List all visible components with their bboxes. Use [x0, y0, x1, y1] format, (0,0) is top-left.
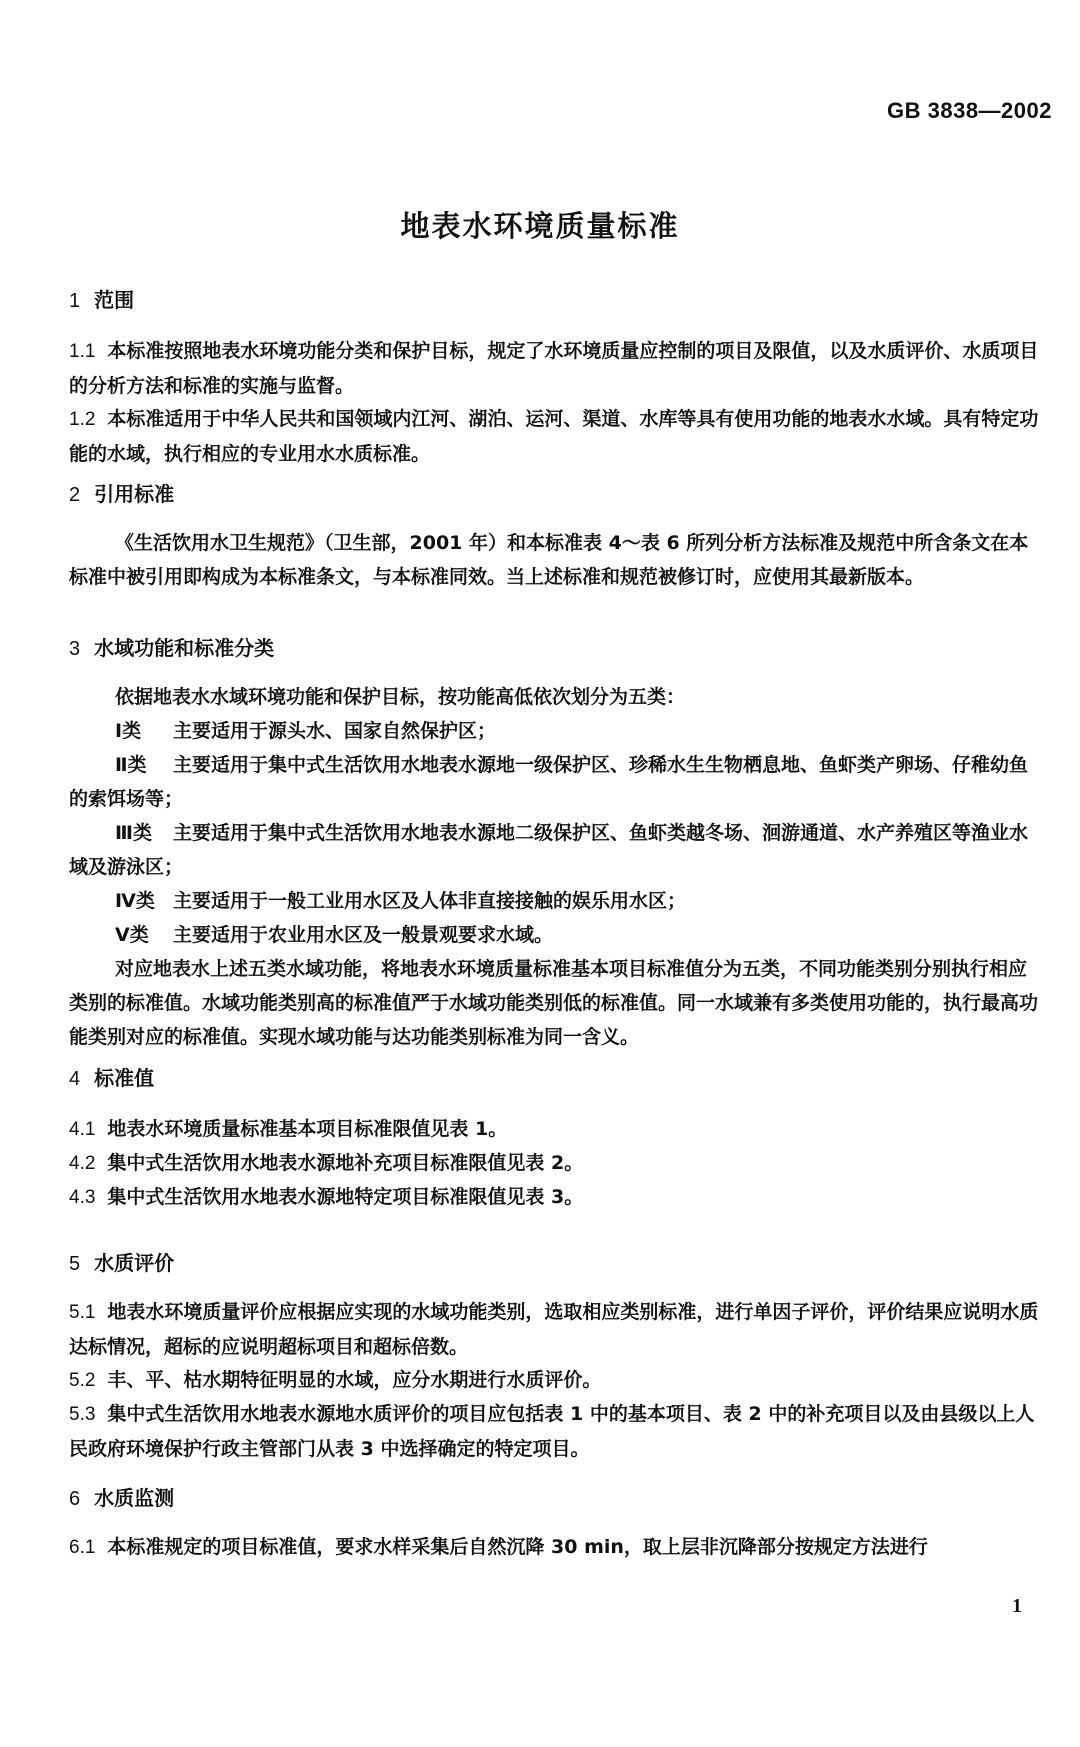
section-heading-4 — [69, 1062, 154, 1091]
section-heading-2 — [69, 478, 174, 507]
clause-number: 4.3 — [69, 1187, 96, 1208]
class-label: Ⅴ类 — [115, 924, 149, 946]
classification-explanation: 对应地表水上述五类水域功能，将地表水环境质量标准基本项目标准值分为五类，不同功能类别分别执行相应类别的标准值。水域功能类别高的标准值严于水域功能类别低的标准值。同一水域兼有多类使用功能的，执行最高功能类别对应的标准值。实现水域功能与达功能类别标准为同一含义。 — [69, 958, 1039, 1048]
clause-text: 地表水环境质量评价应根据应实现的水域功能类别，选取相应类别标准，进行单因子评价，评价结果应说明水质达标情况，超标的应说明超标项目和超标倍数。 — [69, 1301, 1039, 1358]
class-text: 主要适用于源头水、国家自然保护区； — [173, 720, 497, 742]
section-heading-3 — [69, 632, 274, 661]
section-number: 2 — [69, 484, 81, 506]
section-heading-5 — [69, 1247, 174, 1276]
clause-text: 集中式生活饮用水地表水源地补充项目标准限值见表 2。 — [107, 1152, 584, 1174]
section-number: 1 — [69, 290, 81, 312]
clause-text: 集中式生活饮用水地表水源地特定项目标准限值见表 3。 — [107, 1186, 584, 1208]
section-number: 5 — [69, 1253, 81, 1275]
class-label: Ⅲ类 — [115, 822, 152, 844]
class-label: Ⅱ类 — [115, 754, 147, 776]
class-text: 主要适用于集中式生活饮用水地表水源地二级保护区、鱼虾类越冬场、洄游通道、水产养殖区等渔业水域及游泳区； — [69, 822, 1029, 878]
section-title: 水质监测 — [94, 1486, 175, 1510]
standard-code: GB 3838—2002 — [887, 98, 1052, 123]
section-number: 6 — [69, 1488, 81, 1510]
section-title: 范围 — [94, 288, 135, 312]
clause-number: 5.3 — [69, 1404, 96, 1425]
clause-text: 本标准适用于中华人民共和国领域内江河、湖泊、运河、渠道、水库等具有使用功能的地表水水域。具有特定功能的水域，执行相应的专业用水水质标准。 — [69, 408, 1039, 465]
classification-intro: 依据地表水水域环境功能和保护目标，按功能高低依次划分为五类： — [115, 686, 686, 708]
clause-text: 本标准规定的项目标准值，要求水样采集后自然沉降 30 min，取上层非沉降部分按规定方法进行 — [107, 1536, 928, 1558]
document-title: 地表水环境质量标准 — [400, 209, 680, 243]
clause-1-1 — [69, 334, 1045, 403]
clause-number: 6.1 — [69, 1537, 96, 1558]
class-item-5 — [69, 918, 1045, 952]
clause-number: 1.2 — [69, 409, 96, 430]
clause-text: 集中式生活饮用水地表水源地水质评价的项目应包括表 1 中的基本项目、表 2 中的补充项目以及由县级以上人民政府环境保护行政主管部门从表 3 中选择确定的特定项目。 — [69, 1403, 1035, 1460]
clause-4-3 — [69, 1180, 1045, 1215]
class-item-4 — [69, 884, 1045, 918]
clause-5-1 — [69, 1295, 1045, 1364]
clause-number: 1.1 — [69, 341, 96, 362]
clause-4-2 — [69, 1146, 1045, 1181]
clause-1-2 — [69, 402, 1045, 471]
section-number: 4 — [69, 1068, 81, 1090]
section-title: 标准值 — [94, 1066, 155, 1090]
class-item-1 — [69, 714, 1045, 748]
clause-number: 4.2 — [69, 1153, 96, 1174]
clause-text: 丰、平、枯水期特征明显的水域，应分水期进行水质评价。 — [107, 1369, 602, 1391]
clause-6-1 — [69, 1530, 1045, 1565]
clause-number: 5.1 — [69, 1302, 96, 1323]
section-title: 引用标准 — [94, 482, 175, 506]
section-title: 水质评价 — [94, 1251, 175, 1275]
class-text: 主要适用于一般工业用水区及人体非直接接触的娱乐用水区； — [173, 890, 687, 912]
reference-paragraph: 《生活饮用水卫生规范》（卫生部，2001 年）和本标准表 4～表 6 所列分析方法标准及规范中所含条文在本标准中被引用即构成为本标准条文，与本标准同效。当上述标准和规范被修订时，应使用其最新版本。 — [69, 532, 1029, 588]
page-number: 1 — [1012, 1595, 1022, 1617]
clause-text: 本标准按照地表水环境功能分类和保护目标，规定了水环境质量应控制的项目及限值，以及水质评价、水质项目的分析方法和标准的实施与监督。 — [69, 340, 1039, 397]
clause-4-1 — [69, 1112, 1045, 1147]
clause-5-3 — [69, 1397, 1045, 1466]
class-text: 主要适用于农业用水区及一般景观要求水域。 — [173, 924, 554, 946]
clause-number: 5.2 — [69, 1370, 96, 1391]
section-heading-1 — [69, 284, 134, 313]
clause-text: 地表水环境质量标准基本项目标准限值见表 1。 — [107, 1118, 508, 1140]
class-label: Ⅳ类 — [115, 890, 155, 912]
class-label: Ⅰ类 — [115, 720, 142, 742]
section-heading-6 — [69, 1482, 174, 1511]
section-number: 3 — [69, 638, 81, 660]
clause-number: 4.1 — [69, 1119, 96, 1140]
clause-5-2 — [69, 1363, 1045, 1398]
class-item-2 — [69, 748, 1045, 816]
section-title: 水域功能和标准分类 — [94, 636, 275, 660]
class-text: 主要适用于集中式生活饮用水地表水源地一级保护区、珍稀水生生物栖息地、鱼虾类产卵场、仔稚幼鱼的索饵场等； — [69, 754, 1029, 810]
class-item-3 — [69, 816, 1045, 884]
